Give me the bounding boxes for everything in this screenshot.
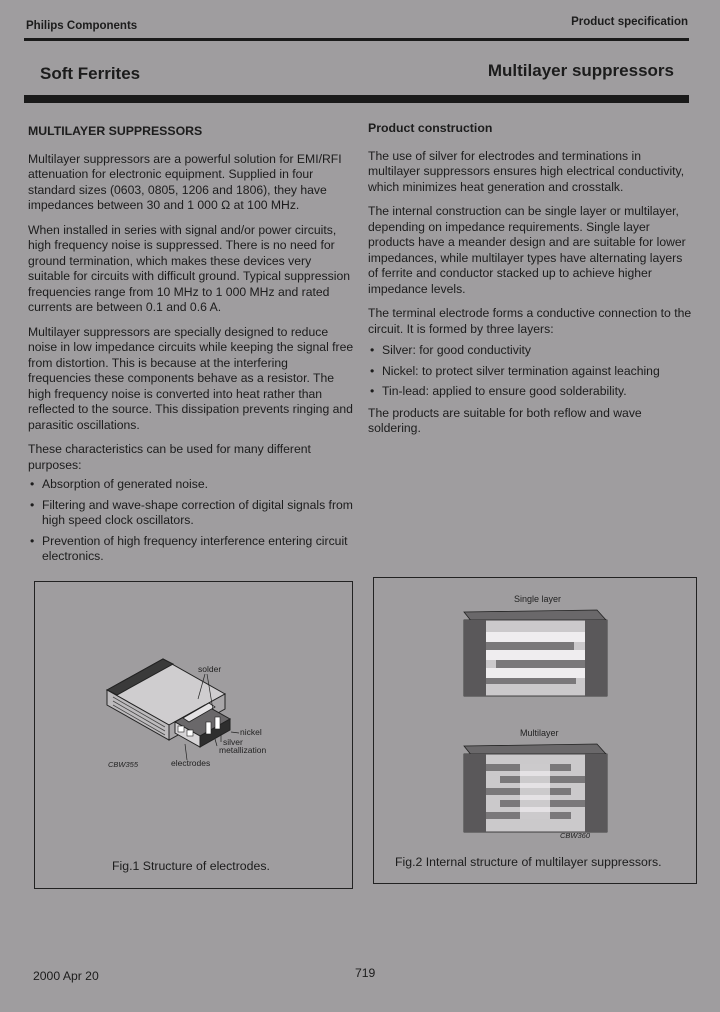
figure-code: CBW360	[560, 831, 591, 840]
paragraph: The terminal electrode forms a conductive connection to the circuit. It is formed by three layers:	[368, 306, 692, 336]
label-electrodes: electrodes	[171, 758, 211, 768]
document-type: Product specification	[571, 16, 688, 28]
list-item: • Nickel: to protect silver termination against leaching	[368, 364, 694, 380]
label-silver: silver	[223, 737, 243, 747]
purpose-list	[28, 477, 354, 565]
footer-date: 2000 Apr 20	[33, 969, 99, 983]
figure-2	[373, 577, 697, 884]
figure-1-caption: Fig.1 Structure of electrodes.	[112, 859, 270, 873]
label-metallization: metallization	[219, 745, 267, 755]
paragraph: The internal construction can be single layer or multilayer, depending on impedance requirements. Single layer products have a meander design and are suitable for lower impedances, while multilayer types have alternating layers of ferrite and conductor stacked up to achieve higher impedance levels.	[368, 204, 686, 296]
list-item: • Prevention of high frequency interference entering circuit electronics.	[28, 534, 354, 565]
label-multilayer: Multilayer	[520, 728, 559, 738]
product-title: Multilayer suppressors	[487, 61, 674, 80]
figure-2-caption: Fig.2 Internal structure of multilayer suppressors.	[395, 855, 662, 869]
list-item: • Filtering and wave-shape correction of digital signals from high speed clock oscillators.	[28, 498, 354, 529]
header-rule-thick	[24, 95, 689, 103]
right-column	[368, 121, 694, 446]
list-item: • Absorption of generated noise.	[28, 477, 354, 493]
left-column	[28, 124, 354, 571]
electrode-structure-diagram	[35, 582, 352, 888]
list-item: • Silver: for good conductivity	[368, 343, 694, 359]
label-solder: solder	[198, 664, 222, 674]
section-title: Soft Ferrites	[40, 64, 141, 83]
left-heading: MULTILAYER SUPPRESSORS	[28, 124, 203, 138]
paragraph: These characteristics can be used for many different purposes:	[28, 442, 311, 472]
paragraph: The use of silver for electrodes and terminations in multilayer suppressors ensures high electrical conductivity, which minimizes heat generation and crosstalk.	[368, 148, 685, 194]
paragraph: The products are suitable for both reflow and wave soldering.	[368, 405, 642, 435]
company-name: Philips Components	[26, 20, 138, 32]
header-rule-top	[24, 38, 689, 41]
figure-1	[34, 581, 353, 889]
right-heading: Product construction	[368, 121, 493, 135]
paragraph: Multilayer suppressors are specially designed to reduce noise in low impedance circuits while keeping the signal free from distortion. This is because at the interfering frequencies these components behave as a resistor. The high frequency noise is converted into heat rather than reflected to the source. This dissipation prevents ringing and parasitic oscillations.	[28, 324, 354, 432]
page-number: 719	[355, 966, 376, 980]
label-nickel: nickel	[240, 727, 262, 737]
label-single-layer: Single layer	[514, 594, 562, 604]
list-item: • Tin-lead: applied to ensure good solderability.	[368, 384, 694, 400]
layer-list	[368, 343, 694, 400]
paragraph: When installed in series with signal and/or power circuits, high frequency noise is suppressed. There is no need for ground termination, which makes these devices very suitable for circuits with difficult ground. Typical suppression frequencies range from 10 MHz to 1 000 MHz and rated currents are between 0.1 and 0.6 A.	[28, 222, 350, 314]
paragraph: Multilayer suppressors are a powerful solution for EMI/RFI attenuation for electronic equipment. Supplied in four standard sizes (0603, 0805, 1206 and 1806), they have impedances between 30 and 1 000 Ω at 100 MHz.	[28, 151, 342, 212]
figure-code: CBW355	[108, 760, 139, 769]
